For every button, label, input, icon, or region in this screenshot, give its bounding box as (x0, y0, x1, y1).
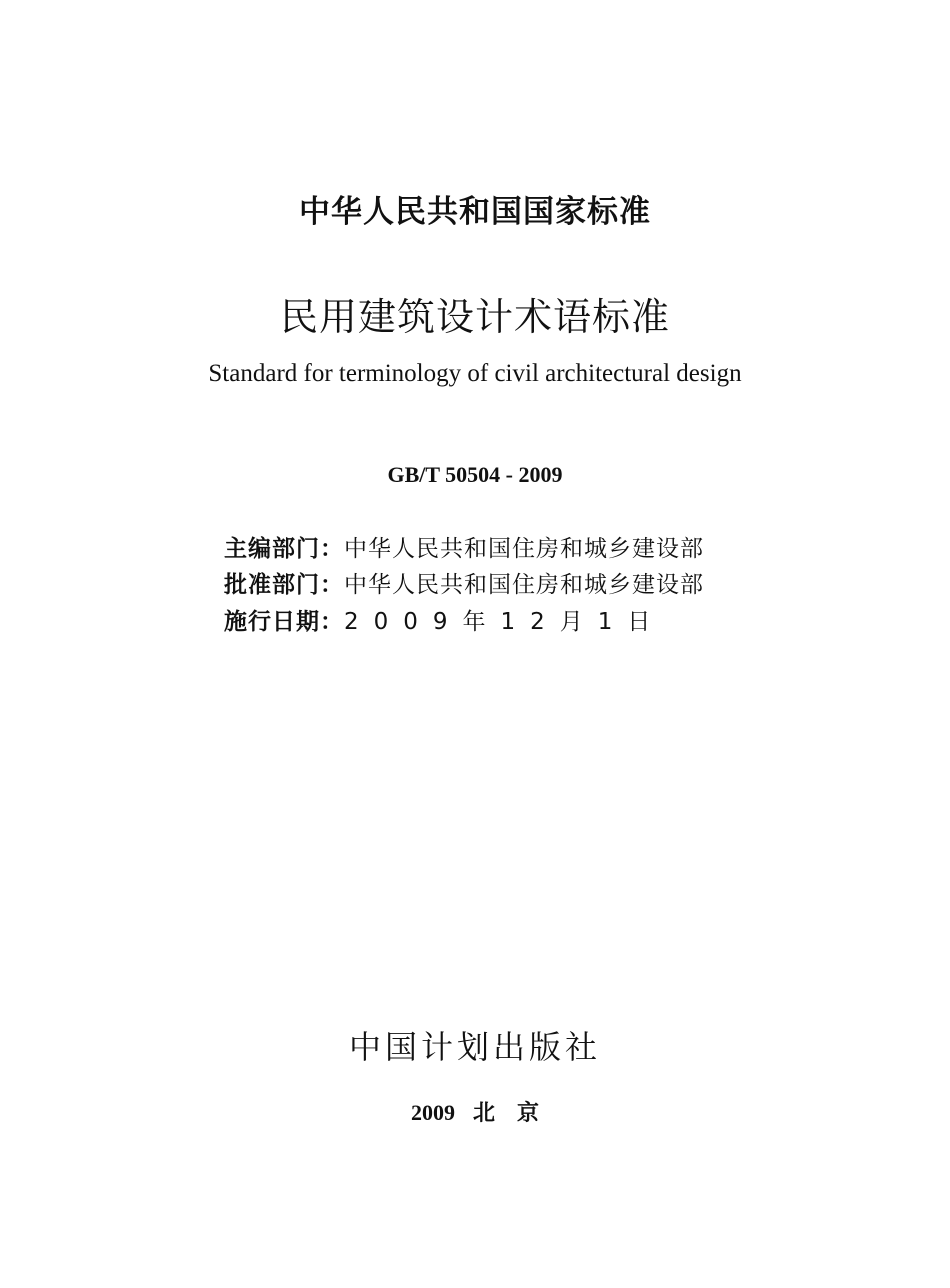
effective-date-row (224, 603, 744, 636)
editor-department-row (224, 530, 744, 563)
editor-department-value: 中华人民共和国住房和城乡建设部 (344, 536, 704, 562)
approver-department-label: 批准部门： (224, 572, 344, 598)
english-title: Standard for terminology of civil architectural design (208, 360, 742, 387)
publication-line (0, 1096, 950, 1127)
approver-department-row (224, 566, 744, 599)
chinese-title: 民用建筑设计术语标准 (279, 295, 670, 339)
publication-city: 北 京 (472, 1101, 539, 1126)
approver-department-value: 中华人民共和国住房和城乡建设部 (344, 572, 704, 598)
publisher-name: 中国计划出版社 (348, 1028, 601, 1066)
standard-series-heading: 中华人民共和国国家标准 (299, 194, 651, 230)
effective-date-label: 施行日期： (224, 609, 344, 635)
effective-date-value: 2009年12月1日 (344, 609, 666, 635)
publication-year: 2009 (410, 1100, 455, 1125)
editor-department-label: 主编部门： (224, 536, 344, 562)
standard-code: GB/T 50504 - 2009 (387, 462, 563, 487)
